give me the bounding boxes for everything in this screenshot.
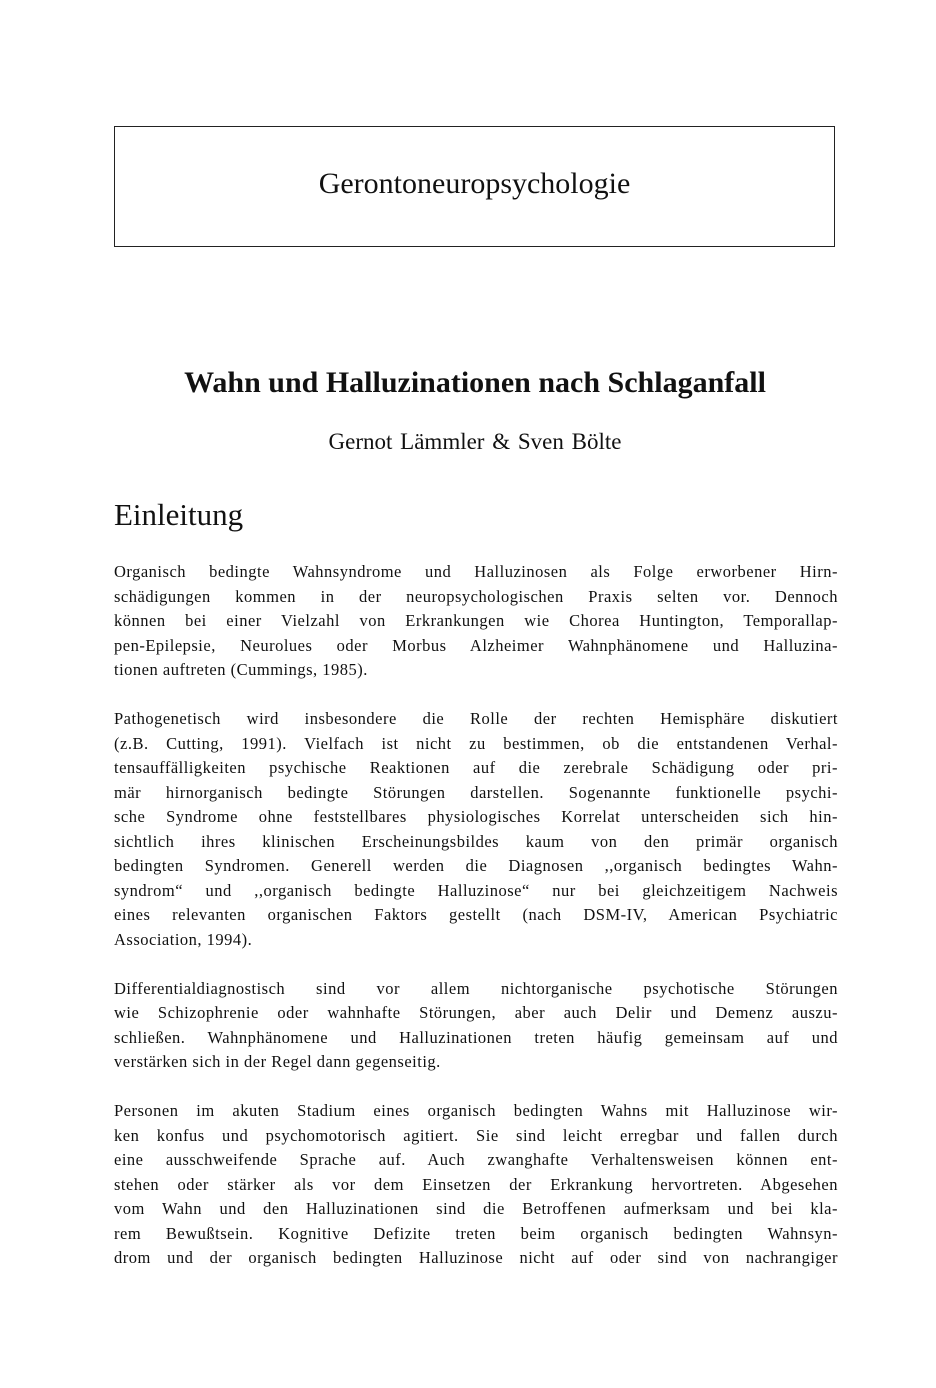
text-line: Personen im akuten Stadium eines organisch bedingten Wahns mit Halluzinose wir- (114, 1101, 838, 1120)
text-line: sche Syndrome ohne feststellbares physiologisches Korrelat unterscheiden sich hin- (114, 807, 838, 826)
text-line: eine ausschweifende Sprache auf. Auch zwanghafte Verhaltensweisen können ent- (114, 1150, 838, 1169)
text-line: bedingten Syndromen. Generell werden die Diagnosen ,,organisch bedingtes Wahn- (114, 856, 838, 875)
paragraph (114, 560, 838, 683)
text-line: tensauffälligkeiten psychische Reaktionen auf die zerebrale Schädigung oder pri- (114, 758, 838, 777)
paragraph (114, 1099, 838, 1271)
text-line: schließen. Wahnphänomene und Halluzinationen treten häufig gemeinsam auf und (114, 1027, 838, 1047)
text-line: verstärken sich in der Regel dann gegenseitig. (114, 1052, 441, 1071)
text-line: mär hirnorganisch bedingte Störungen darstellen. Sogenannte funktionelle psychi- (114, 782, 838, 802)
text-line: schädigungen kommen in der neuropsychologischen Praxis selten vor. Dennoch (114, 586, 838, 606)
text-line: Organisch bedingte Wahnsyndrome und Halluzinosen als Folge erworbener Hirn- (114, 562, 838, 581)
text-line: vom Wahn und den Halluzinationen sind die Betroffenen aufmerksam und bei kla- (114, 1199, 838, 1218)
text-line: drom und der organisch bedingten Halluzinose nicht auf oder sind von nachrangiger (114, 1248, 838, 1267)
text-line: (z.B. Cutting, 1991). Vielfach ist nicht zu bestimmen, ob die entstandenen Verhal- (114, 733, 838, 753)
text-line: wie Schizophrenie oder wahnhafte Störungen, aber auch Delir und Demenz auszu- (114, 1003, 838, 1022)
text-line: Association, 1994). (114, 929, 253, 949)
text-line: rem Bewußtsein. Kognitive Defizite treten beim organisch bedingten Wahnsyn- (114, 1223, 838, 1243)
body-text (114, 560, 838, 1295)
paragraph (114, 707, 838, 952)
text-line: Pathogenetisch wird insbesondere die Rolle der rechten Hemisphäre diskutiert (114, 709, 838, 728)
section-heading: Einleitung (114, 497, 244, 532)
text-line: syndrom“ und ,,organisch bedingte Halluzinose“ nur bei gleichzeitigem Nachweis (114, 880, 838, 900)
journal-section-header-box (114, 126, 835, 247)
text-line: pen-Epilepsie, Neurolues oder Morbus Alzheimer Wahnphänomene und Halluzina- (114, 635, 838, 655)
text-line: tionen auftreten (Cummings, 1985). (114, 660, 368, 679)
text-line: stehen oder stärker als vor dem Einsetzen der Erkrankung hervortreten. Abgesehen (114, 1174, 838, 1194)
text-line: sichtlich ihres klinischen Erscheinungsbildes kaum von den primär organisch (114, 831, 838, 851)
text-line: eines relevanten organischen Faktors gestellt (nach DSM-IV, American Psychiatric (114, 905, 838, 924)
text-line: ken konfus und psychomotorisch agitiert. Sie sind leicht erregbar und fallen durch (114, 1125, 838, 1145)
journal-section-title: Gerontoneuropsychologie (318, 166, 631, 200)
paragraph (114, 977, 838, 1075)
article-title: Wahn und Halluzinationen nach Schlaganfall (184, 366, 766, 399)
text-line: können bei einer Vielzahl von Erkrankungen wie Chorea Huntington, Temporallap- (114, 611, 838, 630)
article-authors: Gernot Lämmler & Sven Bölte (328, 429, 622, 454)
text-line: Differentialdiagnostisch sind vor allem nichtorganische psychotische Störungen (114, 978, 838, 998)
